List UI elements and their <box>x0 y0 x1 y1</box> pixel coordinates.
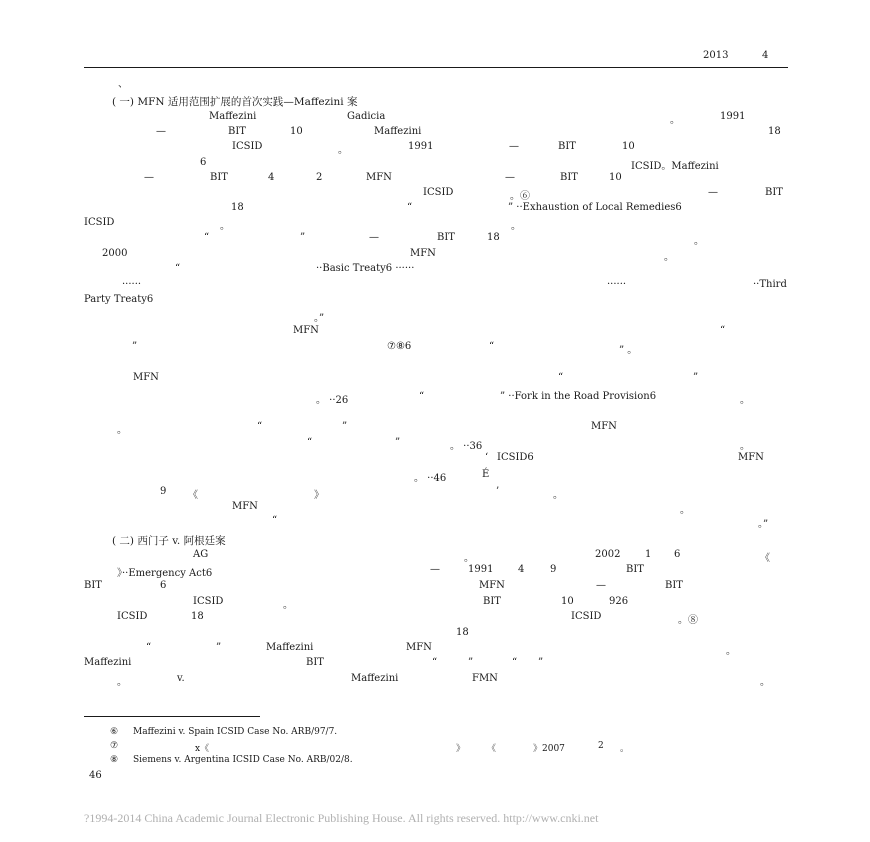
text-fragment: “ <box>146 642 152 653</box>
header-rule <box>84 67 788 68</box>
text-fragment: ICSID <box>423 187 454 198</box>
text-fragment: BIT <box>626 564 644 575</box>
text-fragment: “ <box>307 437 313 448</box>
footnote-part: 》 <box>456 744 466 754</box>
text-fragment: MFN <box>591 421 617 432</box>
text-fragment: 《 <box>760 553 770 564</box>
page-number: 46 <box>89 770 102 781</box>
text-fragment: ······ <box>122 279 142 290</box>
footnote-mark: ⑥ <box>110 727 119 737</box>
text-fragment: 1991 <box>468 564 494 575</box>
text-fragment: 4 <box>518 564 525 575</box>
text-fragment: 。 <box>511 221 521 232</box>
text-fragment: 。 <box>694 236 704 247</box>
footnote-part: 。 <box>620 744 630 754</box>
text-fragment: 6 <box>160 580 167 591</box>
text-fragment: 。 <box>338 145 348 156</box>
text-fragment: 2002 <box>595 549 621 560</box>
text-fragment: 18 <box>768 126 781 137</box>
text-fragment: ICSID <box>117 611 148 622</box>
text-fragment: 。 <box>680 505 690 516</box>
text-fragment: ” <box>216 642 222 653</box>
text-fragment: 18 <box>456 627 469 638</box>
text-fragment: ” <box>300 232 306 243</box>
text-fragment: “ <box>432 657 438 668</box>
text-fragment: MFN <box>738 452 764 463</box>
text-fragment: ICSID <box>193 596 224 607</box>
text-fragment: ” <box>395 437 401 448</box>
footnote-text: Siemens v. Argentina ICSID Case No. ARB/02/8. <box>133 755 353 765</box>
footnote-mark: ⑦ <box>110 741 119 751</box>
text-fragment: “ <box>407 202 413 213</box>
text-fragment: “ <box>720 325 726 336</box>
text-fragment: ··Basic Treaty6 ······ <box>316 263 415 274</box>
text-fragment: 1 <box>645 549 652 560</box>
text-fragment: BIT <box>210 172 228 183</box>
text-fragment: “ <box>272 515 278 526</box>
text-fragment: 1991 <box>720 111 746 122</box>
footnote-part: 2 <box>598 741 604 751</box>
text-fragment: ” ··Exhaustion of Local Remedies6 <box>508 202 682 213</box>
text-fragment: 10 <box>609 172 622 183</box>
text-fragment: — <box>369 232 379 243</box>
top-mark: 、 <box>118 79 128 90</box>
text-fragment: É <box>482 469 490 480</box>
text-fragment: 2000 <box>102 248 128 259</box>
text-fragment: 。 <box>670 115 680 126</box>
text-fragment: 6 <box>200 157 207 168</box>
copyright-footer: ?1994-2014 China Academic Journal Electronic Publishing House. All rights reserved. http://www.cnki.net <box>84 811 599 825</box>
text-fragment: Party Treaty6 <box>84 294 154 305</box>
header-year: 2013 <box>703 50 729 61</box>
text-fragment: ICSID <box>571 611 602 622</box>
text-fragment: 。 <box>553 490 563 501</box>
text-fragment: ” 。 <box>619 345 638 356</box>
text-fragment: “ <box>489 341 495 352</box>
text-fragment: ” <box>693 372 699 383</box>
text-fragment: BIT <box>665 580 683 591</box>
text-fragment: Maffezini <box>209 111 257 122</box>
header-issue: 4 <box>762 50 769 61</box>
text-fragment: 10 <box>622 141 635 152</box>
footnote-part: x《 <box>195 744 210 754</box>
text-fragment: 。” <box>758 519 769 530</box>
text-fragment: 。 ··36 <box>450 441 483 452</box>
text-fragment: “ <box>512 657 518 668</box>
text-fragment: ⑦⑧6 <box>387 341 412 352</box>
text-fragment: — <box>596 580 606 591</box>
text-fragment: ··Third <box>753 279 787 290</box>
text-fragment: MFN <box>406 642 432 653</box>
text-fragment: ICSID6 <box>497 452 534 463</box>
text-fragment: MFN <box>232 501 258 512</box>
text-fragment: 10 <box>561 596 574 607</box>
text-fragment: ” <box>342 421 348 432</box>
text-fragment: Maffezini <box>351 673 399 684</box>
text-fragment: ICSID。Maffezini <box>631 161 719 172</box>
text-fragment: “ <box>419 391 425 402</box>
text-fragment: 10 <box>290 126 303 137</box>
text-fragment: 。⑧ <box>678 615 698 626</box>
text-fragment: — <box>430 564 440 575</box>
text-fragment: Maffezini <box>266 642 314 653</box>
text-fragment: 。 <box>283 600 293 611</box>
text-fragment: BIT <box>558 141 576 152</box>
text-fragment: 。 <box>220 221 230 232</box>
text-fragment: — <box>144 172 154 183</box>
text-fragment: ” <box>538 657 544 668</box>
text-fragment: “ <box>204 232 210 243</box>
section-1-heading: ( 一) MFN 适用范围扩展的首次实践—Maffezini 案 <box>112 96 358 108</box>
text-fragment: 18 <box>487 232 500 243</box>
text-fragment: 2 <box>316 172 323 183</box>
text-fragment: 18 <box>231 202 244 213</box>
text-fragment: ” <box>132 341 138 352</box>
text-fragment: MFN <box>366 172 392 183</box>
text-fragment: BIT <box>228 126 246 137</box>
text-fragment: 18 <box>191 611 204 622</box>
text-fragment: 。 <box>664 252 674 263</box>
text-fragment: — <box>708 187 718 198</box>
text-fragment: BIT <box>560 172 578 183</box>
text-fragment: Gadicia <box>347 111 386 122</box>
text-fragment: “ <box>558 372 564 383</box>
text-fragment: 。 <box>740 395 750 406</box>
text-fragment: 9 <box>550 564 557 575</box>
text-fragment: — <box>509 141 519 152</box>
section-2-heading: ( 二) 西门子 v. 阿根廷案 <box>112 535 226 547</box>
text-fragment: 。” <box>314 313 325 324</box>
text-fragment: ICSID <box>84 217 115 228</box>
text-fragment: 。 <box>726 646 736 657</box>
text-fragment: AG <box>193 549 209 560</box>
text-fragment: 》··Emergency Act6 <box>117 568 213 579</box>
text-fragment: FMN <box>472 673 498 684</box>
text-fragment: 。 ··46 <box>414 473 447 484</box>
text-fragment: Maffezini <box>374 126 422 137</box>
text-fragment: BIT <box>306 657 324 668</box>
text-fragment: — <box>156 126 166 137</box>
text-fragment: 6 <box>674 549 681 560</box>
text-fragment: ’ <box>496 486 500 497</box>
text-fragment: BIT <box>84 580 102 591</box>
text-fragment: ” <box>468 657 474 668</box>
text-fragment: 。 <box>760 677 770 688</box>
text-fragment: 9 <box>160 486 167 497</box>
text-fragment: MFN <box>133 372 159 383</box>
footnote-mark: ⑧ <box>110 755 119 765</box>
text-fragment: BIT <box>437 232 455 243</box>
text-fragment: ······ <box>607 279 627 290</box>
text-fragment: BIT <box>483 596 501 607</box>
footnote-text: Maffezini v. Spain ICSID Case No. ARB/97/7. <box>133 727 338 737</box>
text-fragment: ‘ <box>485 452 489 463</box>
text-fragment: — <box>505 172 515 183</box>
text-fragment: 《 <box>188 490 198 501</box>
text-fragment: 。 <box>117 677 127 688</box>
text-fragment: MFN <box>479 580 505 591</box>
footnote-rule <box>84 716 260 717</box>
text-fragment: 。 <box>117 425 127 436</box>
text-fragment: BIT <box>765 187 783 198</box>
text-fragment: 。⑥ <box>510 191 530 202</box>
text-fragment: v. <box>177 673 185 684</box>
text-fragment: 4 <box>268 172 275 183</box>
text-fragment: 》 <box>314 490 324 501</box>
text-fragment: Maffezini <box>84 657 132 668</box>
footnote-part: 《 <box>487 744 497 754</box>
text-fragment: 。 <box>740 441 750 452</box>
text-fragment: ICSID <box>232 141 263 152</box>
footnote-part: 》2007 <box>533 744 565 754</box>
text-fragment: “ <box>175 263 181 274</box>
text-fragment: MFN <box>293 325 319 336</box>
text-fragment: MFN <box>410 248 436 259</box>
text-fragment: “ <box>257 421 263 432</box>
text-fragment: 。 <box>464 553 474 564</box>
text-fragment: 。 ··26 <box>316 395 349 406</box>
text-fragment: ” ··Fork in the Road Provision6 <box>500 391 657 402</box>
text-fragment: 926 <box>609 596 629 607</box>
text-fragment: 1991 <box>408 141 434 152</box>
